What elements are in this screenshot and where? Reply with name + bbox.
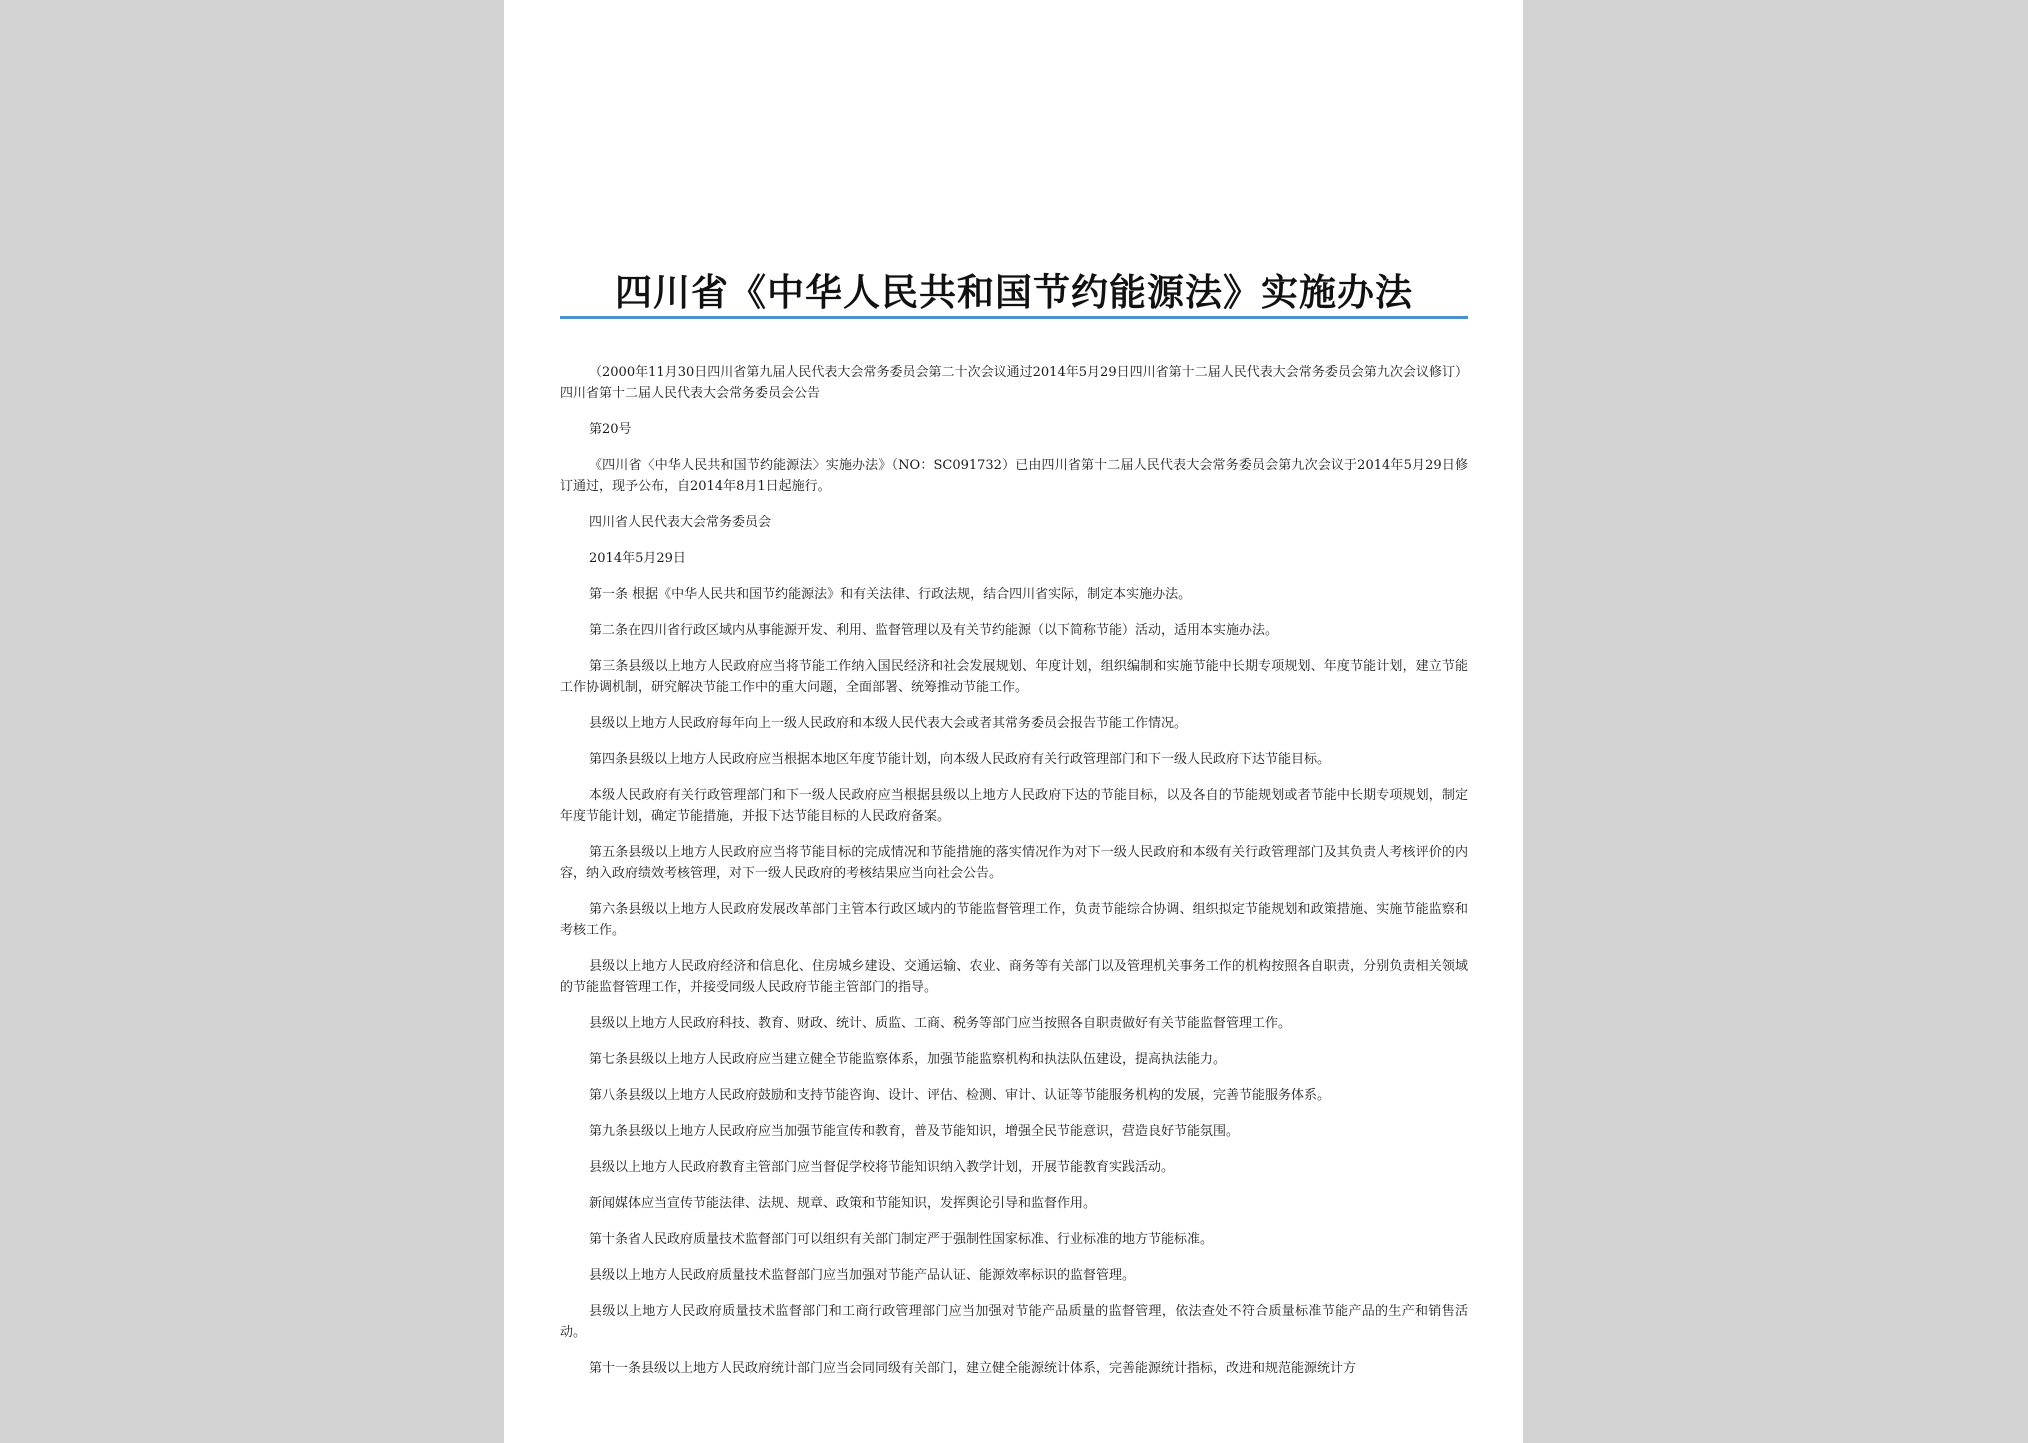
announcement-number: 第20号 xyxy=(589,422,632,437)
issue-date: 2014年5月29日 xyxy=(589,551,686,566)
article-6-clause-3: 县级以上地方人民政府科技、教育、财政、统计、质监、工商、税务等部门应当按照各自职责做好有关节能监督管理工作。 xyxy=(589,1016,1292,1031)
article-7: 第七条县级以上地方人民政府应当建立健全节能监察体系，加强节能监察机构和执法队伍建设，提高执法能力。 xyxy=(589,1052,1227,1067)
preamble-paragraph: （2000年11月30日四川省第九届人民代表大会常务委员会第二十次会议通过2014年5月29日四川省第十二届人民代表大会常务委员会第九次会议修订）四川省第十二届人民代表大会常务委员会公告 xyxy=(560,365,1468,401)
article-1: 第一条 根据《中华人民共和国节约能源法》和有关法律、行政法规，结合四川省实际，制定本实施办法。 xyxy=(589,587,1192,602)
document-page xyxy=(504,0,1523,1443)
document-title: 四川省《中华人民共和国节约能源法》实施办法 xyxy=(615,270,1413,314)
article-4-clause-2: 本级人民政府有关行政管理部门和下一级人民政府应当根据县级以上地方人民政府下达的节能目标，以及各自的节能规划或者节能中长期专项规划，制定年度节能计划，确定节能措施，并报下达节能目标的人民政府备案。 xyxy=(560,788,1468,824)
article-8: 第八条县级以上地方人民政府鼓励和支持节能咨询、设计、评估、检测、审计、认证等节能服务机构的发展，完善节能服务体系。 xyxy=(589,1088,1331,1103)
article-9-clause-3: 新闻媒体应当宣传节能法律、法规、规章、政策和节能知识，发挥舆论引导和监督作用。 xyxy=(589,1196,1097,1211)
article-3-clause-2: 县级以上地方人民政府每年向上一级人民政府和本级人民代表大会或者其常务委员会报告节能工作情况。 xyxy=(589,716,1188,731)
article-5: 第五条县级以上地方人民政府应当将节能目标的完成情况和节能措施的落实情况作为对下一级人民政府和本级有关行政管理部门及其负责人考核评价的内容，纳入政府绩效考核管理，对下一级人民政府的考核结果应当向社会公告。 xyxy=(560,845,1468,881)
title-underline xyxy=(560,316,1468,319)
issuing-authority: 四川省人民代表大会常务委员会 xyxy=(589,515,772,530)
article-10: 第十条省人民政府质量技术监督部门可以组织有关部门制定严于强制性国家标准、行业标准的地方节能标准。 xyxy=(589,1232,1214,1247)
article-11: 第十一条县级以上地方人民政府统计部门应当会同同级有关部门，建立健全能源统计体系，完善能源统计指标，改进和规范能源统计方 xyxy=(589,1361,1357,1376)
article-9-clause-2: 县级以上地方人民政府教育主管部门应当督促学校将节能知识纳入教学计划，开展节能教育实践活动。 xyxy=(589,1160,1175,1175)
article-4: 第四条县级以上地方人民政府应当根据本地区年度节能计划，向本级人民政府有关行政管理部门和下一级人民政府下达节能目标。 xyxy=(589,752,1331,767)
article-9: 第九条县级以上地方人民政府应当加强节能宣传和教育，普及节能知识，增强全民节能意识，营造良好节能氛围。 xyxy=(589,1124,1240,1139)
article-3: 第三条县级以上地方人民政府应当将节能工作纳入国民经济和社会发展规划、年度计划，组织编制和实施节能中长期专项规划、年度节能计划，建立节能工作协调机制，研究解决节能工作中的重大问题，全面部署、统筹推动节能工作。 xyxy=(560,659,1468,695)
article-10-clause-3: 县级以上地方人民政府质量技术监督部门和工商行政管理部门应当加强对节能产品质量的监督管理，依法查处不符合质量标准节能产品的生产和销售活动。 xyxy=(560,1304,1468,1340)
article-6: 第六条县级以上地方人民政府发展改革部门主管本行政区域内的节能监督管理工作，负责节能综合协调、组织拟定节能规划和政策措施、实施节能监察和考核工作。 xyxy=(560,902,1468,938)
article-2: 第二条在四川省行政区域内从事能源开发、利用、监督管理以及有关节约能源（以下简称节能）活动，适用本实施办法。 xyxy=(589,623,1279,638)
document-body xyxy=(560,362,1468,1394)
announcement-paragraph: 《四川省〈中华人民共和国节约能源法〉实施办法》（NO：SC091732）已由四川省第十二届人民代表大会常务委员会第九次会议于2014年5月29日修订通过，现予公布，自2014年8月1日起施行。 xyxy=(560,458,1468,494)
article-10-clause-2: 县级以上地方人民政府质量技术监督部门应当加强对节能产品认证、能源效率标识的监督管理。 xyxy=(589,1268,1136,1283)
article-6-clause-2: 县级以上地方人民政府经济和信息化、住房城乡建设、交通运输、农业、商务等有关部门以及管理机关事务工作的机构按照各自职责，分别负责相关领域的节能监督管理工作，并接受同级人民政府节能主管部门的指导。 xyxy=(560,959,1468,995)
